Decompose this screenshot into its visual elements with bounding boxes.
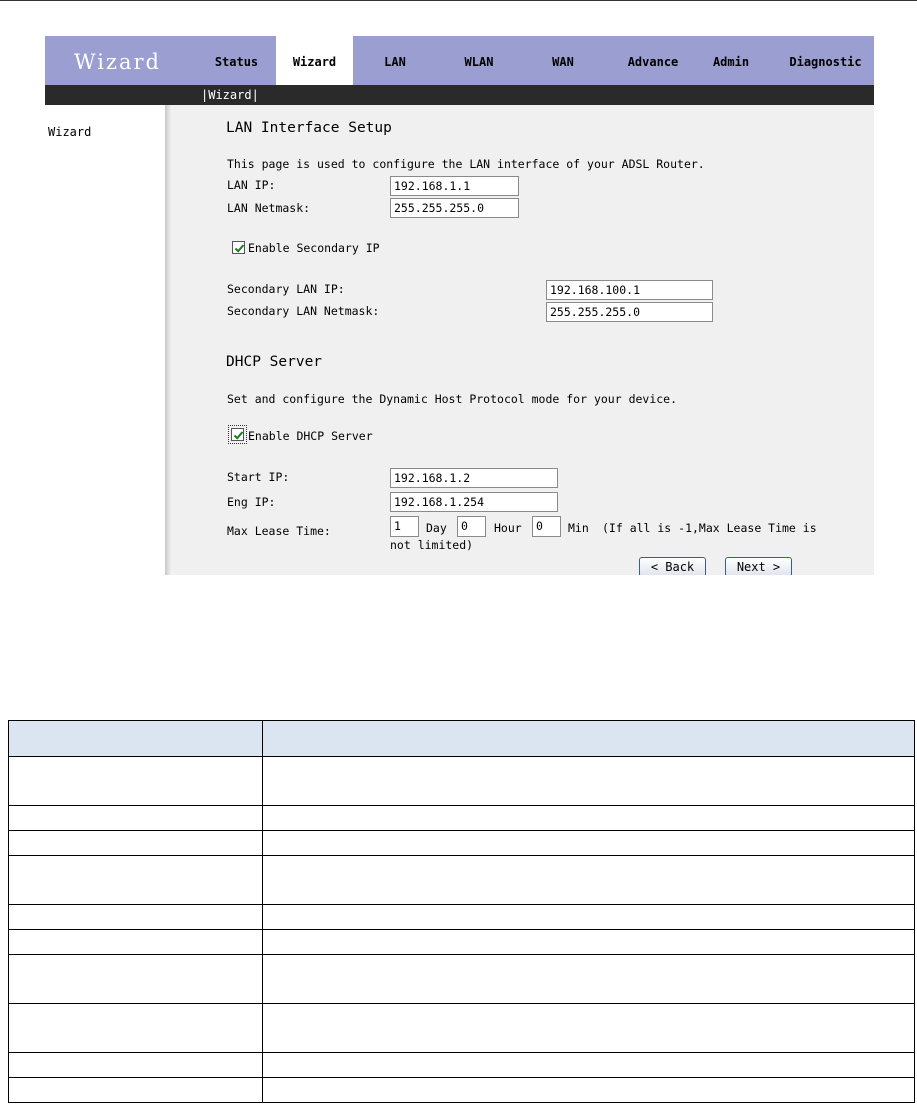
- subnav-wizard[interactable]: |Wizard|: [201, 88, 259, 102]
- table-cell: [263, 757, 915, 806]
- enable-dhcp-label: Enable DHCP Server: [248, 429, 373, 443]
- table-cell: [9, 806, 263, 831]
- start-ip-label: Start IP:: [227, 470, 290, 484]
- brand-title: Wizard: [74, 50, 161, 74]
- lan-ip-label: LAN IP:: [227, 178, 276, 192]
- end-ip-label: Eng IP:: [227, 495, 276, 509]
- table-cell: [263, 905, 915, 930]
- nav-lan[interactable]: LAN: [384, 55, 406, 69]
- table-header-cell: [9, 721, 263, 757]
- table-row: [9, 831, 915, 856]
- next-button[interactable]: Next >: [725, 557, 792, 575]
- lease-hour-unit: Hour: [494, 521, 522, 535]
- sub-nav-bar: [45, 85, 874, 105]
- table-cell: [9, 955, 263, 1004]
- table-row: [9, 1078, 915, 1103]
- table-cell: [9, 831, 263, 856]
- checkmark-icon: [233, 242, 246, 255]
- lease-min-unit: Min: [568, 521, 589, 535]
- nav-status[interactable]: Status: [214, 55, 259, 69]
- table-cell: [263, 856, 915, 905]
- secondary-lan-ip-input[interactable]: 192.168.100.1: [546, 280, 713, 300]
- nav-wlan[interactable]: WLAN: [464, 55, 494, 69]
- table-cell: [263, 806, 915, 831]
- secondary-netmask-label: Secondary LAN Netmask:: [227, 304, 380, 318]
- table-cell: [9, 1078, 263, 1103]
- dhcp-description: Set and configure the Dynamic Host Protocol mode for your device.: [227, 392, 678, 406]
- lan-section-title: LAN Interface Setup: [226, 120, 392, 136]
- table-cell: [9, 930, 263, 955]
- table-row: [9, 1053, 915, 1078]
- dhcp-section-title: DHCP Server: [226, 354, 323, 370]
- table-cell: [263, 831, 915, 856]
- end-ip-input[interactable]: 192.168.1.254: [390, 492, 558, 512]
- table-cell: [263, 1004, 915, 1053]
- documentation-table: [8, 720, 915, 1103]
- sidebar: [45, 105, 165, 575]
- enable-secondary-ip-checkbox[interactable]: [232, 241, 245, 254]
- lan-description: This page is used to configure the LAN interface of your ADSL Router.: [227, 157, 705, 171]
- checkmark-icon: [232, 429, 245, 442]
- secondary-netmask-input[interactable]: 255.255.255.0: [546, 302, 713, 322]
- table-cell: [263, 930, 915, 955]
- lease-min-input[interactable]: 0: [532, 516, 561, 537]
- table-cell: [263, 1078, 915, 1103]
- lan-netmask-input[interactable]: 255.255.255.0: [390, 198, 519, 218]
- table-row: [9, 1004, 915, 1053]
- lease-hour-input[interactable]: 0: [457, 516, 486, 537]
- table-cell: [263, 955, 915, 1004]
- table-row: [9, 757, 915, 806]
- max-lease-time-label: Max Lease Time:: [227, 524, 331, 538]
- table-cell: [9, 1004, 263, 1053]
- nav-admin[interactable]: Admin: [712, 55, 750, 69]
- table-row: [9, 930, 915, 955]
- table-cell: [9, 905, 263, 930]
- lan-ip-input[interactable]: 192.168.1.1: [390, 176, 519, 196]
- table-row: [9, 806, 915, 831]
- table-cell: [9, 856, 263, 905]
- lan-netmask-label: LAN Netmask:: [227, 201, 311, 215]
- table-row: [9, 856, 915, 905]
- table-cell: [263, 1053, 915, 1078]
- nav-wan[interactable]: WAN: [552, 55, 574, 69]
- table-row: [9, 905, 915, 930]
- lease-note-line1: (If all is -1,Max Lease Time is: [602, 521, 817, 535]
- secondary-lan-ip-label: Secondary LAN IP:: [227, 282, 345, 296]
- table-row: [9, 955, 915, 1004]
- enable-dhcp-checkbox[interactable]: [231, 428, 244, 441]
- table-cell: [9, 757, 263, 806]
- nav-advance[interactable]: Advance: [627, 55, 679, 69]
- enable-secondary-ip-label: Enable Secondary IP: [248, 241, 380, 255]
- lease-day-unit: Day: [426, 521, 447, 535]
- start-ip-input[interactable]: 192.168.1.2: [390, 468, 558, 488]
- router-wizard-screenshot: [45, 36, 874, 575]
- back-button[interactable]: < Back: [639, 557, 706, 575]
- top-nav-bar: [45, 36, 874, 85]
- lease-note-line2: not limited): [390, 538, 474, 552]
- table-body: [9, 757, 915, 1103]
- nav-wizard[interactable]: Wizard: [276, 36, 353, 85]
- table-cell: [9, 1053, 263, 1078]
- nav-diagnostic[interactable]: Diagnostic: [789, 55, 862, 69]
- page-top-rule: [0, 0, 917, 1]
- sidebar-item-wizard[interactable]: Wizard: [48, 125, 92, 139]
- table-header-cell: [263, 721, 915, 757]
- lease-day-input[interactable]: 1: [390, 516, 419, 537]
- table-header-row: [9, 721, 915, 757]
- main-content: [171, 105, 874, 575]
